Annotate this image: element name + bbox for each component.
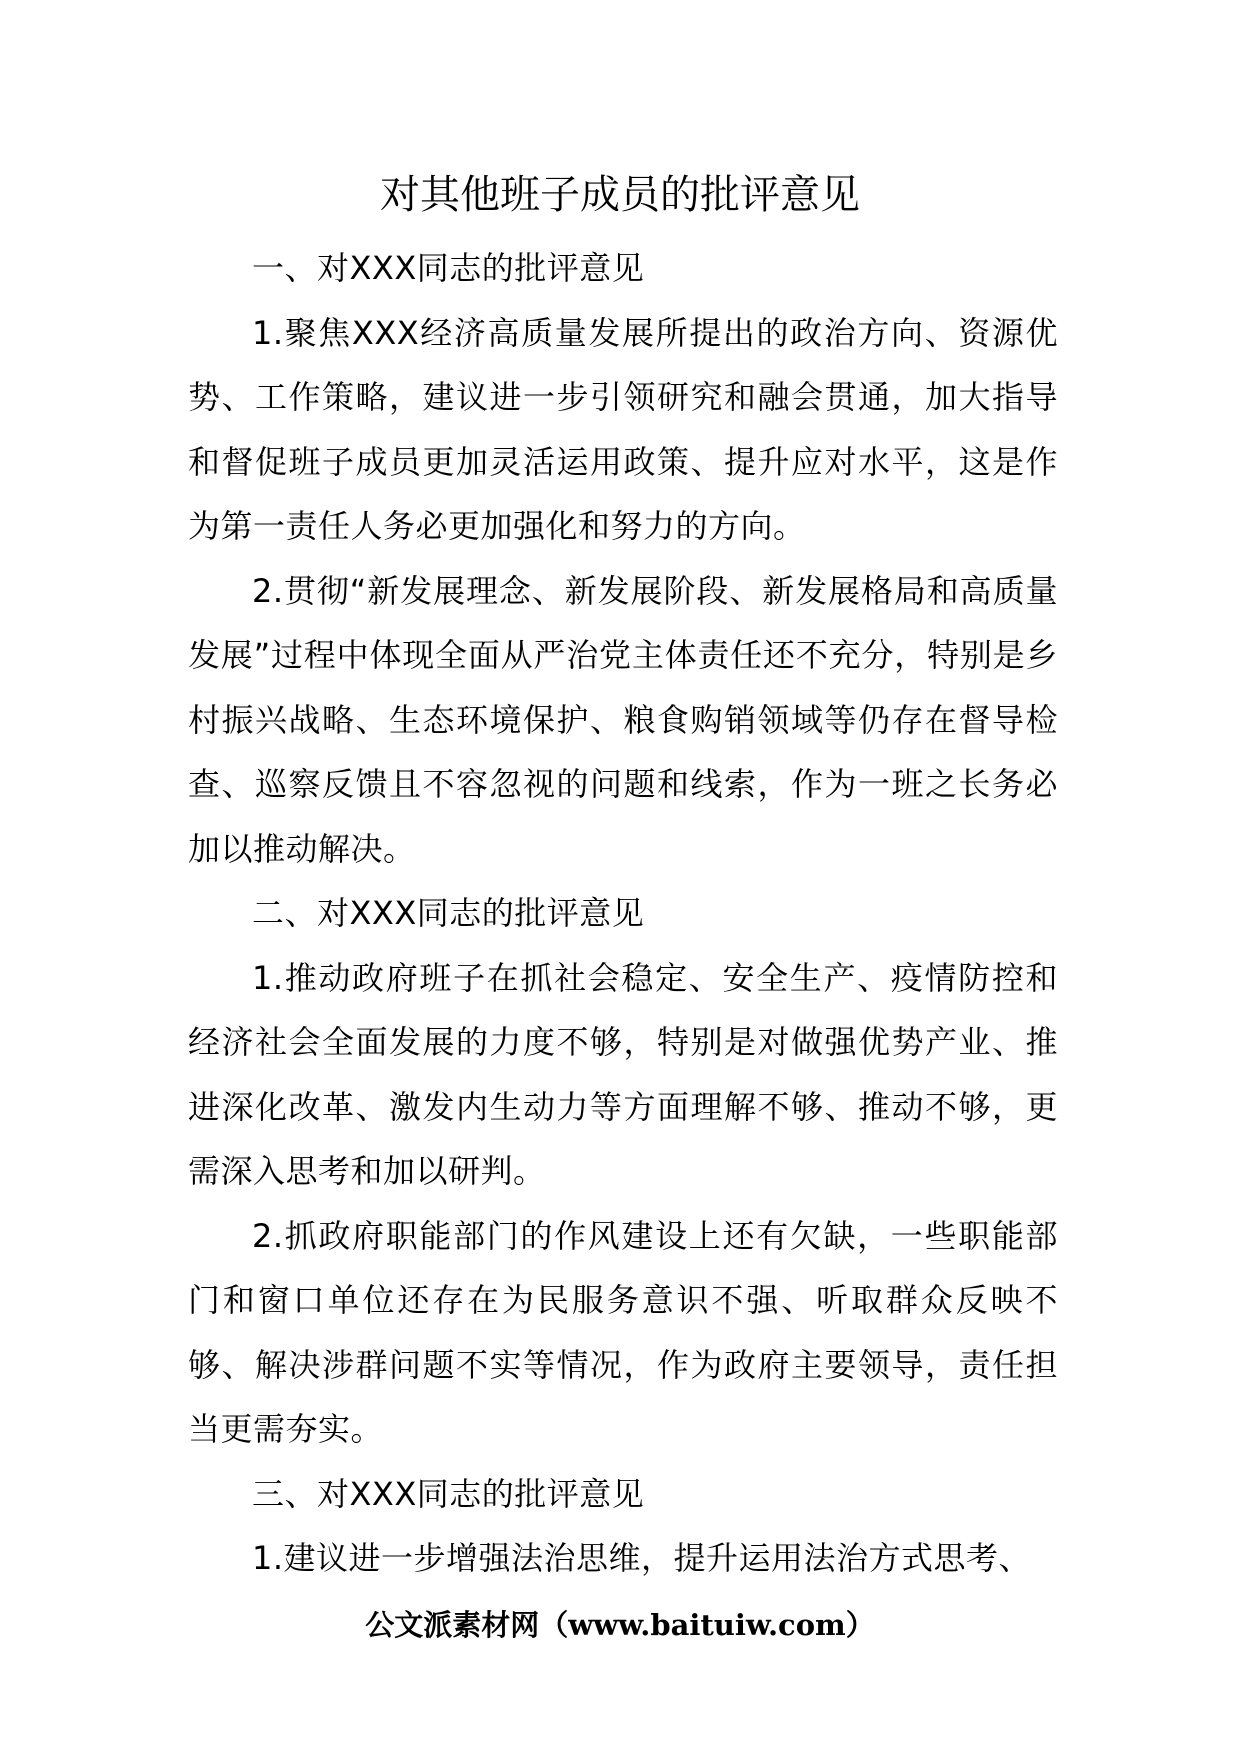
paragraph-1-1: 1.聚焦XXX经济高质量发展所提出的政治方向、资源优势、工作策略，建议进一步引领研究和融会贯通，加大指导和督促班子成员更加灵活运用政策、提升应对水平，这是作为第一责任人务必更加强化和努力的方向。 xyxy=(188,313,1058,545)
paragraph-2-1: 1.推动政府班子在抓社会稳定、安全生产、疫情防控和经济社会全面发展的力度不够，特别是对做强优势产业、推进深化改革、激发内生动力等方面理解不够、推动不够，更需深入思考和加以研判。 xyxy=(188,958,1058,1190)
footer-watermark: 公文派素材网（www.baituiw.com） xyxy=(365,1608,875,1642)
document-body xyxy=(188,236,1058,1591)
section-heading-2: 二、对XXX同志的批评意见 xyxy=(252,894,645,932)
section-heading-3: 三、对XXX同志的批评意见 xyxy=(252,1474,645,1513)
page-title: 对其他班子成员的批评意见 xyxy=(380,172,860,218)
paragraph-1-2: 2.贯彻“新发展理念、新发展阶段、新发展格局和高质量发展”过程中体现全面从严治党主体责任还不充分，特别是乡村振兴战略、生态环境保护、粮食购销领域等仍存在督导检查、巡察反馈且不容忽视的问题和线索，作为一班之长务必加以推动解决。 xyxy=(188,571,1058,868)
section-heading-1: 一、对XXX同志的批评意见 xyxy=(252,249,645,287)
paragraph-2-2: 2.抓政府职能部门的作风建设上还有欠缺，一些职能部门和窗口单位还存在为民服务意识不强、听取群众反映不够、解决涉群问题不实等情况，作为政府主要领导，责任担当更需夯实。 xyxy=(188,1216,1058,1448)
paragraph-3-1: 1.建议进一步增强法治思维，提升运用法治方式思考、 xyxy=(252,1539,1032,1577)
